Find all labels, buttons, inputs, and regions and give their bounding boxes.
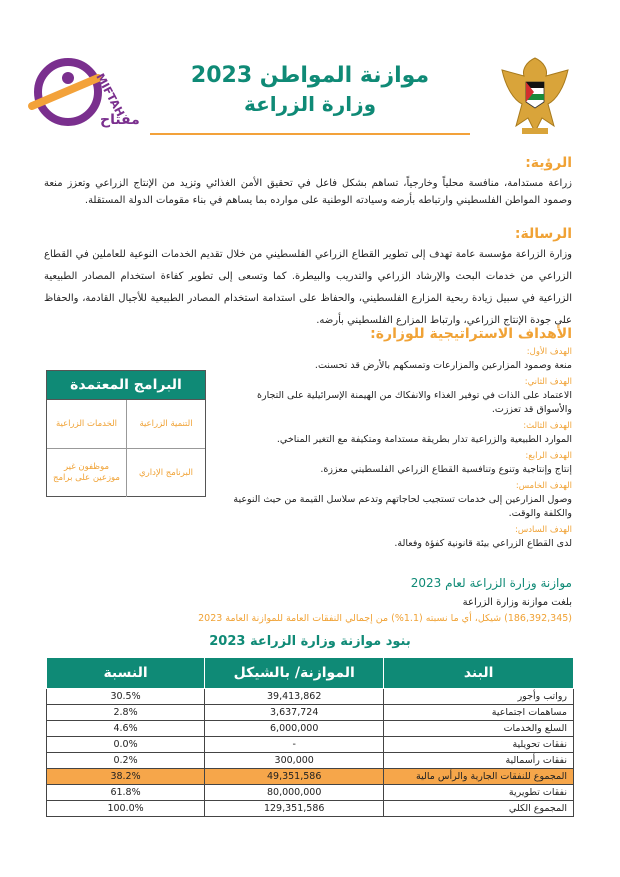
miftah-logo — [28, 42, 140, 134]
table-row — [47, 737, 574, 753]
row-amount: 3,637,724 — [205, 705, 384, 721]
programs-grid — [47, 400, 205, 497]
miftah-logo-arabic: مفتاح — [100, 112, 140, 128]
row-item: نفقات رأسمالية — [384, 753, 574, 769]
row-percent: 30.5% — [47, 689, 205, 705]
goal-text: منعة وصمود المزارعين والمزارعات وتمسكهم بالأرض قد تحسنت. — [314, 360, 572, 371]
row-amount: - — [205, 737, 384, 753]
row-amount: 6,000,000 — [205, 721, 384, 737]
program-cell: الخدمات الزراعية — [55, 418, 118, 429]
goal-label: الهدف الرابع: — [525, 451, 572, 461]
row-amount: 300,000 — [205, 753, 384, 769]
row-item: مساهمات اجتماعية — [384, 705, 574, 721]
goal-text: لدى القطاع الزراعي بيئة قانونية كفؤة وفعالة. — [394, 538, 572, 549]
table-row — [47, 721, 574, 737]
row-item: المجموع الكلي — [384, 801, 574, 817]
program-cell: البرنامج الإداري — [126, 448, 205, 497]
row-percent: 2.8% — [47, 705, 205, 721]
program-cell: التنمية الزراعية — [126, 400, 205, 448]
table-row — [47, 753, 574, 769]
vision-text: زراعة مستدامة، منافسة محلياً وخارجياً، تساهم بشكل فاعل في تحقيق الأمن الغذائي وتزيد من الإنتاج الزراعي وتعزز منعة وصمود المواطن الفلسطيني وارتباطه بأرضه وسيادته الوطنية على موارده بما يساهم في بناء مقومات الدولة المستقلة. — [44, 178, 572, 206]
table-row — [47, 705, 574, 721]
palestine-eagle-emblem — [496, 52, 574, 142]
goal-text: إنتاج وإنتاجية وتنوع وتنافسية القطاع الزراعي الفلسطيني معززة. — [320, 464, 572, 475]
row-percent: 0.2% — [47, 753, 205, 769]
goal-label: الهدف الثالث: — [523, 421, 572, 431]
goals-list — [232, 346, 572, 554]
column-header-amount: الموازنة/ بالشيكل — [205, 658, 384, 689]
budget-table-title: بنود موازنة وزارة الزراعة 2023 — [209, 634, 411, 649]
row-item: المجموع للنفقات الجارية والرأس مالية — [384, 769, 574, 785]
budget-line-2: (186,392,345) شيكل، أي ما نسبته (1.1%) من إجمالي النفقات العامة للموازنة العامة 2023 — [198, 613, 572, 624]
programs-box — [46, 370, 206, 497]
goal-label: الهدف الثاني: — [524, 377, 572, 387]
vision-heading: الرؤية: — [525, 155, 572, 171]
page-subtitle: وزارة الزراعة — [243, 92, 377, 116]
row-item: السلع والخدمات — [384, 721, 574, 737]
goal-text: الموارد الطبيعية والزراعية تدار بطريقة مستدامة ومتكيفة مع التغير المناخي. — [276, 434, 572, 445]
budget-heading: موازنة وزارة الزراعة لعام 2023 — [410, 576, 572, 590]
mission-text: وزارة الزراعة مؤسسة عامة تهدف إلى تطوير القطاع الزراعي الفلسطيني من خلال تقديم الخدمات النوعية للعاملين في القطاع الزراعي من خدمات البحث والإرشاد الزراعي والتدريب والبيطرة. كما وتسعى إلى تطوير كفاءة استخدام المصادر الطبيعية الزراعية في سبيل زيادة ربحية المزارع الفلسطيني، والحفاظ على استدامة استخدام المصادر الطبيعية للأجيال القادمة، والحفاظ على جودة الإنتاج الزراعي، وارتباط المزارع الفلسطيني بأرضه. — [44, 249, 572, 326]
table-row — [47, 689, 574, 705]
title-divider — [150, 133, 470, 135]
goal-text: الاعتماد على الذات في توفير الغذاء والانفكاك من الهيمنة الإسرائيلية على التجارة والأسواق قد تعززت. — [257, 390, 572, 415]
column-header-item: البند — [384, 658, 574, 689]
table-row — [47, 769, 574, 785]
table-row — [47, 785, 574, 801]
goal-label: الهدف الخامس: — [515, 481, 572, 491]
table-row — [47, 801, 574, 817]
row-amount: 80,000,000 — [205, 785, 384, 801]
column-header-percent: النسبة — [47, 658, 205, 689]
budget-line-1: بلغت موازنة وزارة الزراعة — [462, 597, 572, 608]
goal-label: الهدف السادس: — [515, 525, 572, 535]
row-percent: 38.2% — [47, 769, 205, 785]
budget-table — [46, 657, 574, 817]
miftah-logo-text: MIFTAH — [93, 71, 127, 119]
programs-heading: البرامج المعتمدة — [47, 371, 205, 400]
mission-heading: الرسالة: — [514, 226, 572, 242]
row-amount: 129,351,586 — [205, 801, 384, 817]
goal-label: الهدف الأول: — [526, 347, 572, 357]
row-item: رواتب وأجور — [384, 689, 574, 705]
row-percent: 0.0% — [47, 737, 205, 753]
row-amount: 39,413,862 — [205, 689, 384, 705]
row-percent: 4.6% — [47, 721, 205, 737]
row-item: نفقات تحويلية — [384, 737, 574, 753]
title-block — [150, 62, 470, 118]
page-title: موازنة المواطن 2023 — [190, 63, 430, 88]
row-amount: 49,351,586 — [205, 769, 384, 785]
goal-text: وصول المزارعين إلى خدمات تستجيب لحاجاتهم وتدعم سلاسل القيمة من حيث النوعية والكلفة والوقت. — [233, 494, 572, 519]
goals-heading: الأهداف الاستراتيجية للوزارة: — [370, 326, 572, 342]
budget-table-body — [47, 689, 574, 817]
row-percent: 61.8% — [47, 785, 205, 801]
row-percent: 100.0% — [47, 801, 205, 817]
row-item: نفقات تطويرية — [384, 785, 574, 801]
program-cell: موظفون غير موزعين على برامج — [47, 448, 126, 497]
table-header-row — [47, 658, 574, 689]
